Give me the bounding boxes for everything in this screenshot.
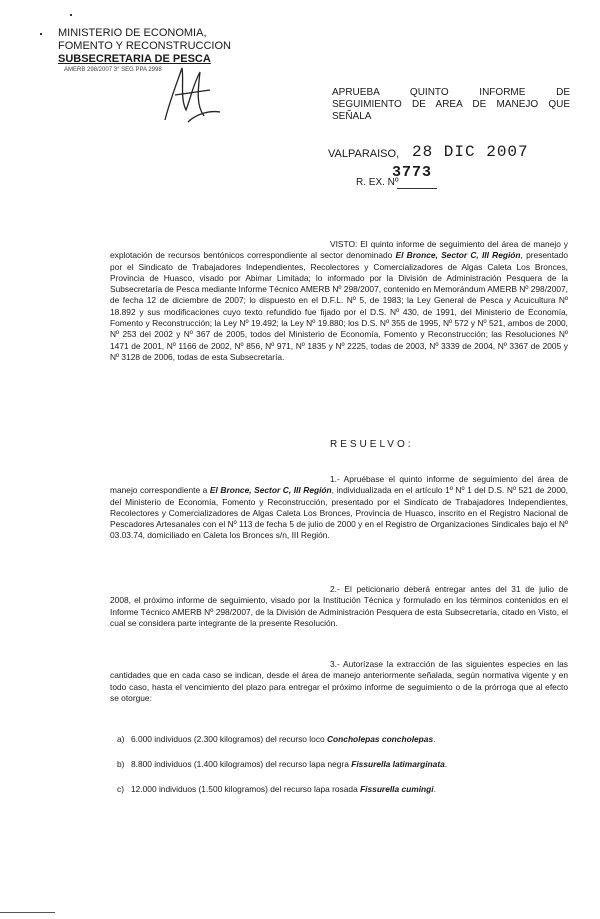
item-text: 8.800 individuos (1.400 kilogramos) del recurso lapa negra: [131, 759, 352, 769]
item-species: Concholepas concholepas: [327, 734, 434, 744]
title-line-3: SEÑALA: [332, 111, 372, 122]
resolution-number: 3773: [392, 164, 433, 181]
scan-mark: [40, 33, 42, 35]
date-stamp: 28 DIC 2007: [412, 143, 529, 161]
place-label: VALPARAISO,: [328, 148, 400, 160]
item-label: b): [117, 759, 125, 769]
point-1-text-2: , individualizada en el artículo 1º Nº 1 del D.S. Nº 521 de 2000, del Ministerio de Economía, Fomento y Reconstrucción, presentado por el Sindicato de Trabajadores Independientes, Recolectores y Comercializadores de Algas Caleta Los Bronces, Provincia de Huasco, inscrito en el Registro Nacional de Pescadores Artesanales con el Nº 113 de fecha 5 de julio de 2000 y en el Registro de Organizaciones Sindicales bajo el Nº 03.03.74, domiciliado en Caleta los Bronces s/n, III Región.: [110, 485, 568, 541]
title-line-2: SEGUIMIENTO DE AREA DE MANEJO QUE: [332, 99, 570, 110]
item-species: Fissurella cumingi: [360, 784, 434, 794]
resuelvo-heading: RESUELVO:: [330, 439, 414, 450]
ministry-line-2: FOMENTO Y RECONSTRUCCION: [58, 40, 231, 52]
reference-code: AMERB 298/2007 3° SEG PPA 2998: [64, 67, 162, 73]
resolution-point-3: 3.- Autorízase la extracción de las siguientes especies en las cantidades que en cada caso se indican, desde el área de manejo anteriormente señalada, según normativa vigente y en todo caso, hasta el vencimiento del plazo para entregar el próximo informe de seguimiento o de la prórroga que al efecto se otorgue:: [110, 659, 568, 703]
visto-text-2: , presentado por el Sindicato de Trabajadores Independientes, Recolectores y Comercializadores de Algas Caleta Los Bronces, Provincia de Huasco, visado por Abimar Limitada; lo informado por la División de Administración Pesquera de la Subsecretaría de Pesca mediante Informe Técnico AMERB Nº 298/2007, contenido en Memorándum AMERB Nº 298/2007, de fecha 12 de diciembre de 2007; lo dispuesto en el D.F.L. Nº 5, de 1983; la Ley General de Pesca y Acuicultura Nº 18.892 y sus modificaciones cuyo texto refundido fue fijado por el D.S. Nº 430, de 1991, del Ministerio de Economía, Fomento y Reconstrucción; la Ley Nº 19.492; la Ley Nº 19.880; los D.S. Nº 355 de 1995, Nº 572 y Nº 521, ambos de 2000, Nº 253 del 2002 y Nº 367 de 2005, todos del Ministerio de Economía, Fomento y Reconstrucción; las Resoluciones Nº 1471 de 2001, Nº 1166 de 2002, Nº 856, Nº 971, Nº 1835 y Nº 2225, todas de 2003, Nº 3339 de 2004, Nº 3367 de 2005 y Nº 3128 de 2006, todas de esta Subsecretaría.: [110, 250, 569, 362]
handwritten-signature: [160, 60, 230, 130]
ministry-line-1: MINISTERIO DE ECONOMIA,: [58, 27, 207, 39]
resolution-point-2: 2.- El peticionario deberá entregar antes del 31 de julio de 2008, el próximo informe de seguimiento, visado por la Institución Técnica y formulado en los términos contenidos en el Informe Técnico AMERB Nº 298/2007, de la División de Administración Pesquera de esta Subsecretaría, citado en Visto, el cual se considera parte integrante de la presente Resolución.: [110, 584, 568, 628]
visto-sector: El Bronce, Sector C, III Región: [395, 250, 521, 261]
item-label: a): [117, 734, 125, 744]
blank-line: [397, 188, 437, 189]
resolution-label: R. EX. Nº: [356, 177, 399, 188]
item-end: .: [433, 784, 436, 794]
item-end: .: [444, 759, 448, 769]
scan-mark: [70, 14, 72, 16]
item-label: c): [117, 784, 124, 794]
point-1-text-1: 1.- Apruébase el quinto informe de seguimiento del área de manejo correspondiente a: [110, 474, 568, 496]
item-text: 12.000 individuos (1.500 kilogramos) del recurso lapa rosada: [131, 784, 361, 794]
title-line-1: APRUEBA QUINTO INFORME DE: [332, 87, 570, 98]
subsecretaria-line: SUBSECRETARIA DE PESCA: [58, 53, 211, 65]
point-1-sector: El Bronce, Sector C, III Región: [209, 485, 332, 496]
item-species: Fissurella latimarginata: [351, 759, 445, 769]
visto-text-1: El quinto informe de seguimiento del área de manejo y explotación de recursos bentónicos correspondiente al sector denominado: [110, 239, 568, 261]
list-item: [117, 759, 447, 769]
resolution-point-1: [110, 474, 568, 542]
visto-label: VISTO:: [330, 239, 358, 249]
list-item: [117, 784, 436, 794]
item-end: .: [433, 734, 436, 744]
item-text: 6.000 individuos (2.300 kilogramos) del recurso loco: [131, 734, 327, 744]
bottom-edge-line: [0, 912, 55, 913]
document-title: [332, 87, 570, 123]
list-item: [117, 734, 435, 744]
visto-paragraph: [110, 239, 568, 363]
